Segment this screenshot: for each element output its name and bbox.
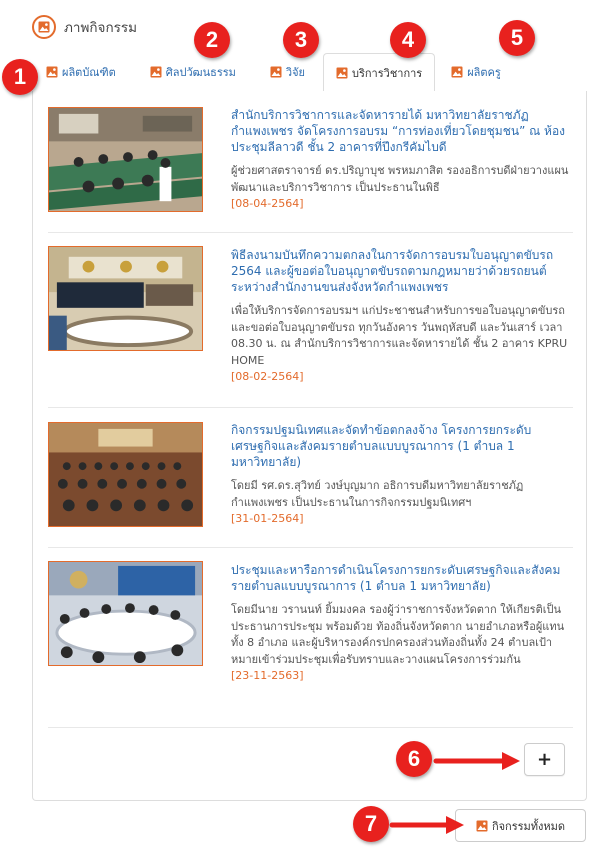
tab-graduates[interactable] [46,53,116,91]
image-icon [336,67,348,79]
news-body [231,422,571,528]
tab-content-panel [32,91,587,801]
news-date: [08-04-2564] [231,197,304,210]
arrow-right-icon [432,749,522,773]
news-description: โดยมี รศ.ดร.สุวิทย์ วงษ์บุญมาก อธิการบดีมหาวิทยาลัยราชภัฏกำแพงเพชร เป็นประธานในการกิจกรรมปฐมนิเทศฯ [231,479,524,509]
callout-badge: 2 [194,22,230,58]
image-icon [451,66,463,78]
tab-label: ผลิตครู [467,66,501,79]
section-title: ภาพกิจกรรม [64,20,138,36]
tab-label: บริการวิชาการ [352,66,423,80]
image-icon [150,66,162,78]
news-item [48,422,573,548]
news-item [48,562,573,728]
image-icon [46,66,58,78]
news-thumbnail[interactable] [48,107,203,212]
callout-badge: 5 [499,20,535,56]
news-thumbnail[interactable] [48,422,203,527]
news-item [48,247,573,408]
image-icon [270,66,282,78]
callout-badge: 7 [353,806,389,842]
news-thumbnail[interactable] [48,246,203,351]
news-item [48,107,573,233]
tab-label: ศิลปวัฒนธรรม [165,66,236,79]
tab-arts-culture[interactable] [150,53,236,91]
news-date: [08-02-2564] [231,370,304,383]
callout-badge: 3 [283,22,319,58]
news-date: [31-01-2564] [231,512,304,525]
tab-label: วิจัย [285,66,305,79]
news-description: โดยมีนาย วรานนท์ ยิ้มมงคล รองผู้ว่าราชการจังหวัดตาก ให้เกียรติเป็นประธานการประชุม พร้อมด้วย ท้องถิ่นจังหวัดตาก นายอำเภอหรือผู้แทนทั้ง 8 อำเภอ และผู้บริหารองค์กรปกครองส่วนท้องถิ่นทั้ง 24 ตำบลเป้าหมายเข้าร่วมประชุมเพื่อรับทราบและวางแผนโครงการร่วมกัน [231,603,565,666]
news-title-link[interactable]: สำนักบริการวิชาการและจัดหารายได้ มหาวิทยาลัยราชภัฏกำแพงเพชร จัดโครงการอบรม “การท่องเที่ยวโดยชุมชน” ณ ห้องประชุมลีลาวดี ชั้น 2 อาคารที่ปึงกรีคัมไบดี [231,108,566,154]
all-activities-label: กิจกรรมทั้งหมด [491,819,566,833]
arrow-right-icon [388,813,466,837]
tab-teacher-production[interactable] [451,53,501,91]
category-tabs [32,54,587,92]
news-body [231,562,571,685]
tab-label: ผลิตบัณฑิต [62,66,116,79]
news-title-link[interactable]: พิธีลงนามบันทึกความตกลงในการจัดการอบรมใบอนุญาตขับรถ 2564 และผู้ขอต่อใบอนุญาตขับรถตามกฎหมายว่าด้วยรถยนต์ระหว่างสำนักงานขนส่งจังหวัดกำแพงเพชร [231,248,554,294]
image-icon [476,820,488,832]
tab-research[interactable] [270,53,305,91]
callout-badge: 6 [396,741,432,777]
tab-academic-services[interactable] [323,53,435,92]
callout-badge: 1 [2,59,38,95]
image-icon [32,15,56,39]
news-body [231,107,571,213]
news-thumbnail[interactable] [48,561,203,666]
news-title-link[interactable]: ประชุมและหารือการดำเนินโครงการยกระดับเศรษฐกิจและสังคมรายตำบลแบบบูรณาการ (1 ตำบล 1 มหาวิทยาลัย) [231,563,561,593]
news-description: เพื่อให้บริการจัดการอบรมฯ แก่ประชาชนสำหรับการขอใบอนุญาตขับรถและขอต่อใบอนุญาตขับรถ ทุกวันอังคาร วันพฤหัสบดี และวันเสาร์ เวลา 08.30 น. ณ สำนักบริการวิชาการและจัดหารายได้ ชั้น 2 อาคาร KPRU HOME [231,304,568,367]
all-activities-button[interactable] [455,809,586,842]
news-body [231,247,571,386]
news-description: ผู้ช่วยศาสตราจารย์ ดร.ปริญาบุช พรหมภาสิต รองอธิการบดีฝ่ายวางแผนพัฒนาและบริการวิชาการ เป็นประธานในพิธี [231,164,569,194]
section-header [32,14,137,40]
load-more-button[interactable]: + [524,743,565,776]
callout-badge: 4 [390,22,426,58]
news-title-link[interactable]: กิจกรรมปฐมนิเทศและจัดทำข้อตกลงจ้าง โครงการยกระดับเศรษฐกิจและสังคมรายตำบลแบบบูรณาการ (1 ตำบล 1 มหาวิทยาลัย) [231,423,532,469]
news-date: [23-11-2563] [231,669,304,682]
